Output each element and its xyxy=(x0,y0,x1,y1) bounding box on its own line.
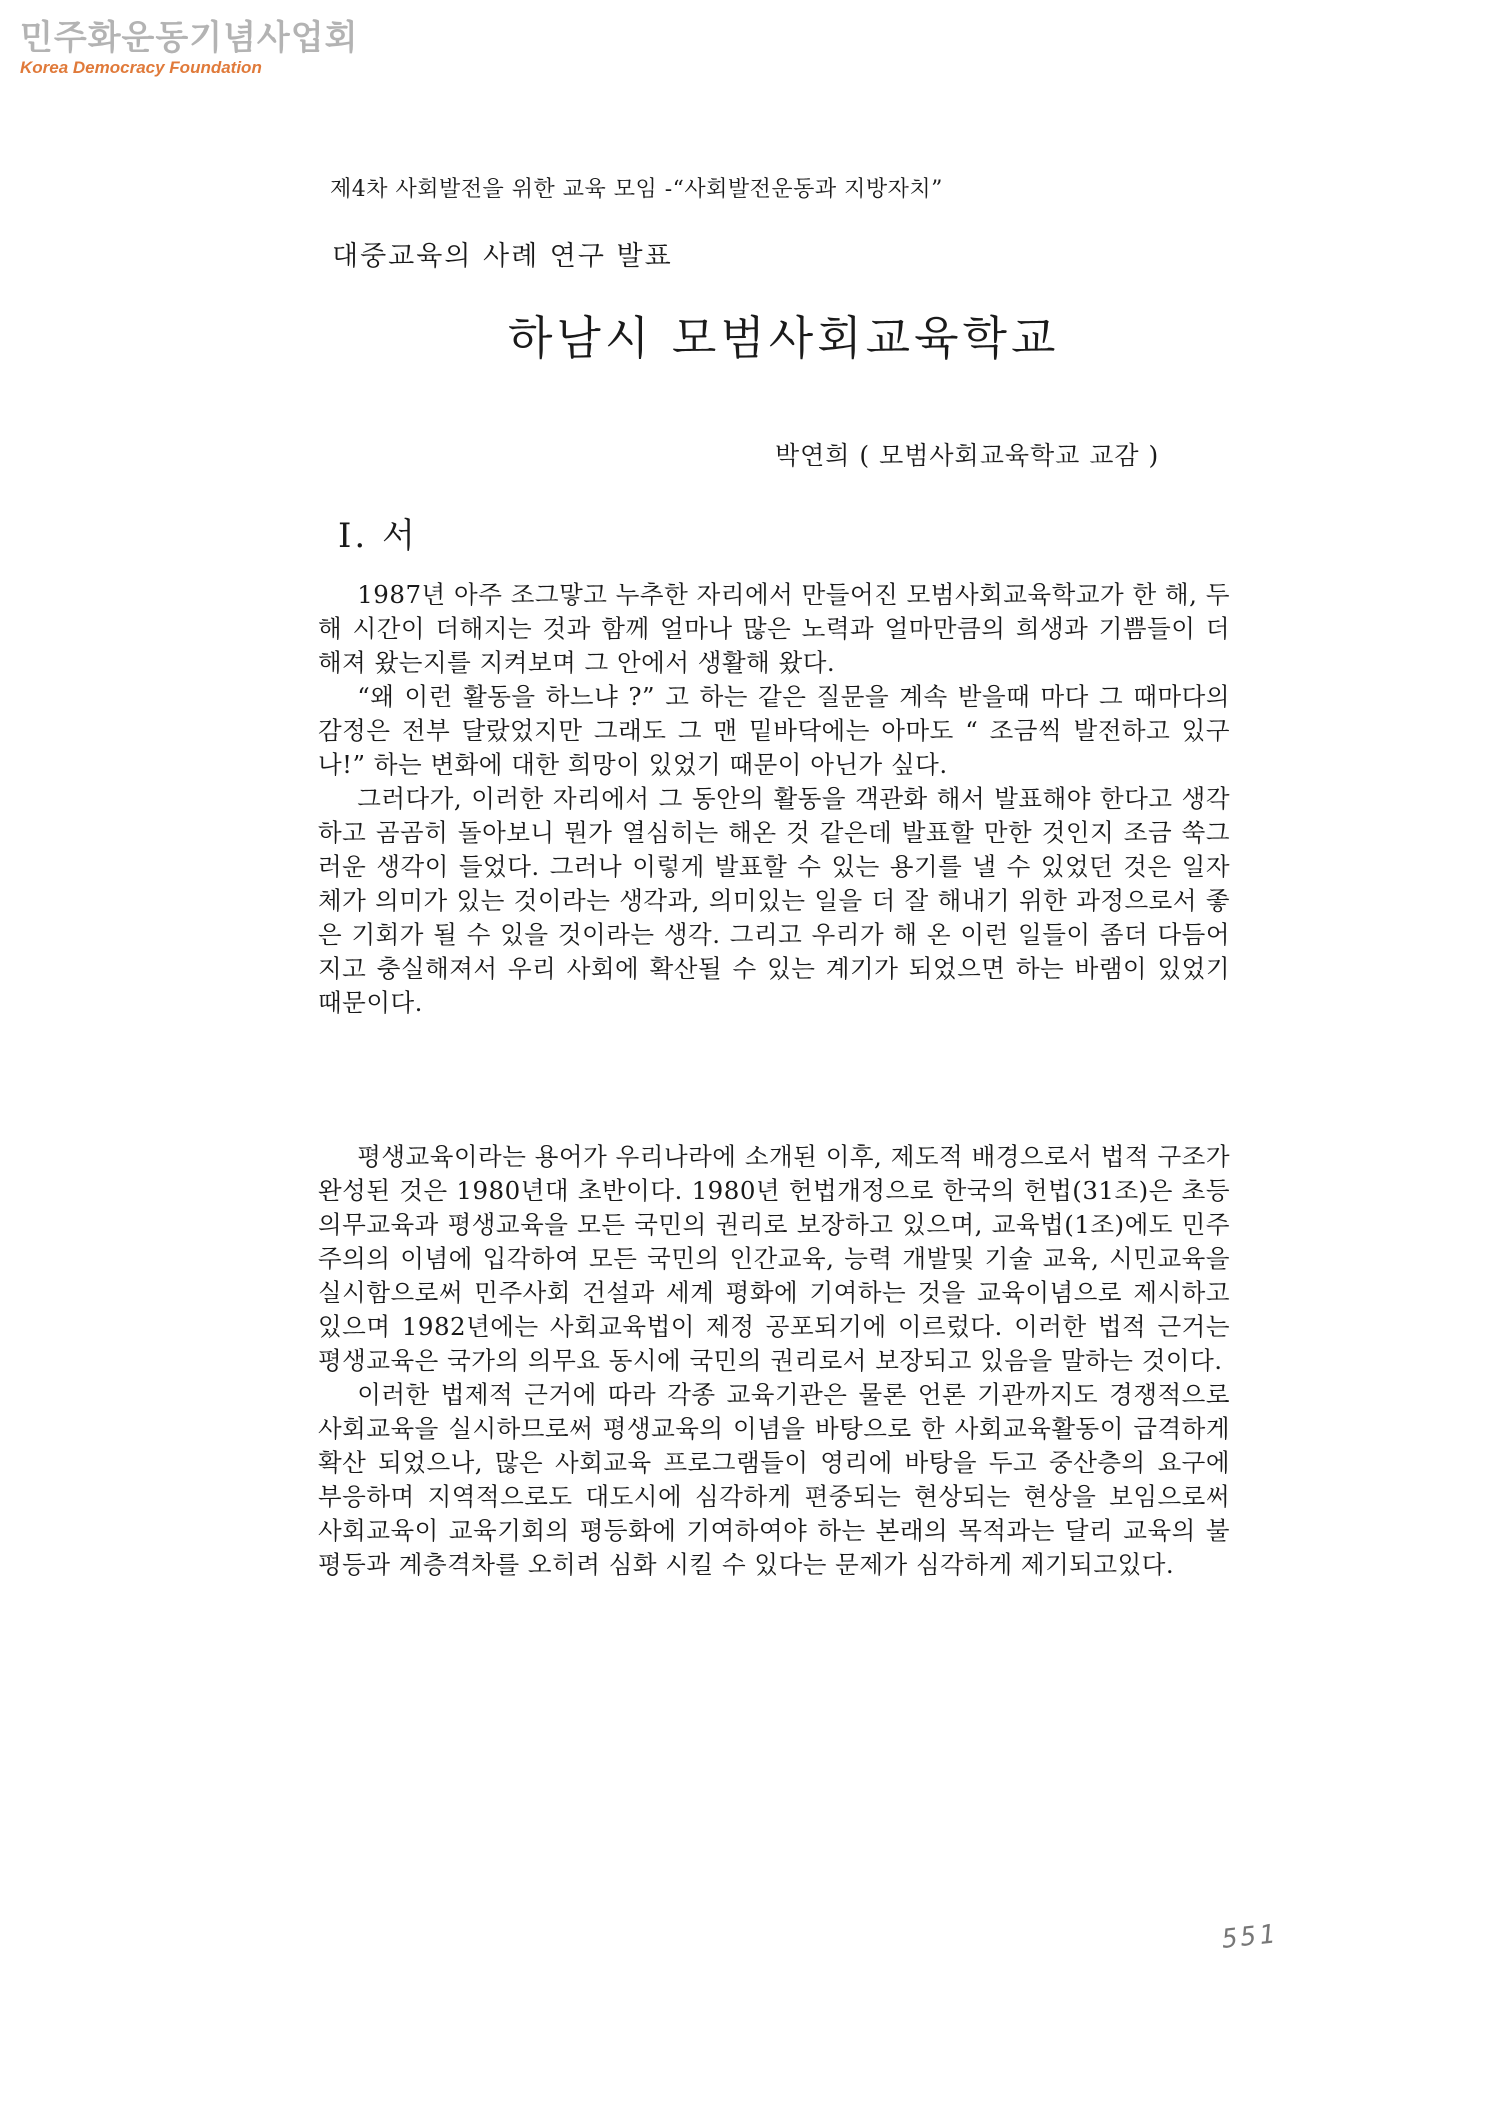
handwritten-page-number: 551 xyxy=(1220,1919,1280,1955)
watermark-english: Korea Democracy Foundation xyxy=(20,58,262,77)
event-line: 제4차 사회발전을 위한 교육 모임 -“사회발전운동과 지방자치” xyxy=(330,177,943,202)
paragraph: “왜 이런 활동을 하느냐 ?” 고 하는 같은 질문을 계속 받을때 마다 그 때마다의 감정은 전부 달랐었지만 그래도 그 맨 밑바닥에는 아마도 “ 조금씩 발전하고 있구나!” 하는 변화에 대한 희망이 있었기 때문이 아닌가 싶다. xyxy=(318,682,1230,779)
paragraph: 그러다가, 이러한 자리에서 그 동안의 활동을 객관화 해서 발표해야 한다고 생각하고 곰곰히 돌아보니 뭔가 열심히는 해온 것 같은데 발표할 만한 것인지 조금 쑥그러운 생각이 들었다. 그러나 이렇게 발표할 수 있는 용기를 낼 수 있었던 것은 일자체가 의미가 있는 것이라는 생각과, 의미있는 일을 더 잘 해내기 위한 과정으로서 좋은 기회가 될 수 있을 것이라는 생각. 그리고 우리가 해 온 이런 일들이 좀더 다듬어지고 충실해져서 우리 사회에 확산될 수 있는 계기가 되었으면 하는 바램이 있었기 때문이다. xyxy=(318,784,1230,1017)
background-body xyxy=(318,1140,1230,1582)
introduction-body xyxy=(318,578,1230,1020)
section-heading: Ⅰ. 서 xyxy=(338,516,418,556)
sub-heading: 대중교육의 사례 연구 발표 xyxy=(332,241,673,272)
paragraph: 평생교육이라는 용어가 우리나라에 소개된 이후, 제도적 배경으로서 법적 구조가 완성된 것은 1980년대 초반이다. 1980년 헌법개정으로 한국의 헌법(31조)은 초등의무교육과 평생교육을 모든 국민의 권리로 보장하고 있으며, 교육법(1조)에도 민주주의의 이념에 입각하여 모든 국민의 인간교육, 능력 개발및 기술 교육, 시민교육을 실시함으로써 민주사회 건설과 세계 평화에 기여하는 것을 교육이념으로 제시하고 있으며 1982년에는 사회교육법이 제정 공포되기에 이르렀다. 이러한 법적 근거는 평생교육은 국가의 의무요 동시에 국민의 권리로서 보장되고 있음을 말하는 것이다. xyxy=(318,1142,1230,1375)
paragraph: 이러한 법제적 근거에 따라 각종 교육기관은 물론 언론 기관까지도 경쟁적으로 사회교육을 실시하므로써 평생교육의 이념을 바탕으로 한 사회교육활동이 급격하게 확산 되었으나, 많은 사회교육 프로그램들이 영리에 바탕을 두고 중산층의 요구에 부응하며 지역적으로도 대도시에 심각하게 편중되는 현상되는 현상을 보임으로써 사회교육이 교육기회의 평등화에 기여하여야 하는 본래의 목적과는 달리 교육의 불평등과 계층격차를 오히려 심화 시킬 수 있다는 문제가 심각하게 제기되고있다. xyxy=(318,1380,1230,1579)
paragraph: 1987년 아주 조그맣고 누추한 자리에서 만들어진 모범사회교육학교가 한 해, 두 해 시간이 더해지는 것과 함께 얼마나 많은 노력과 얼마만큼의 희생과 기쁨들이 더해져 왔는지를 지켜보며 그 안에서 생활해 왔다. xyxy=(318,580,1230,677)
author-line: 박연희 ( 모범사회교육학교 교감 ) xyxy=(775,441,1160,470)
watermark-korean: 민주화운동기념사업회 xyxy=(20,18,359,58)
document-title: 하남시 모범사회교육학교 xyxy=(508,311,1060,365)
foundation-watermark xyxy=(20,18,359,78)
